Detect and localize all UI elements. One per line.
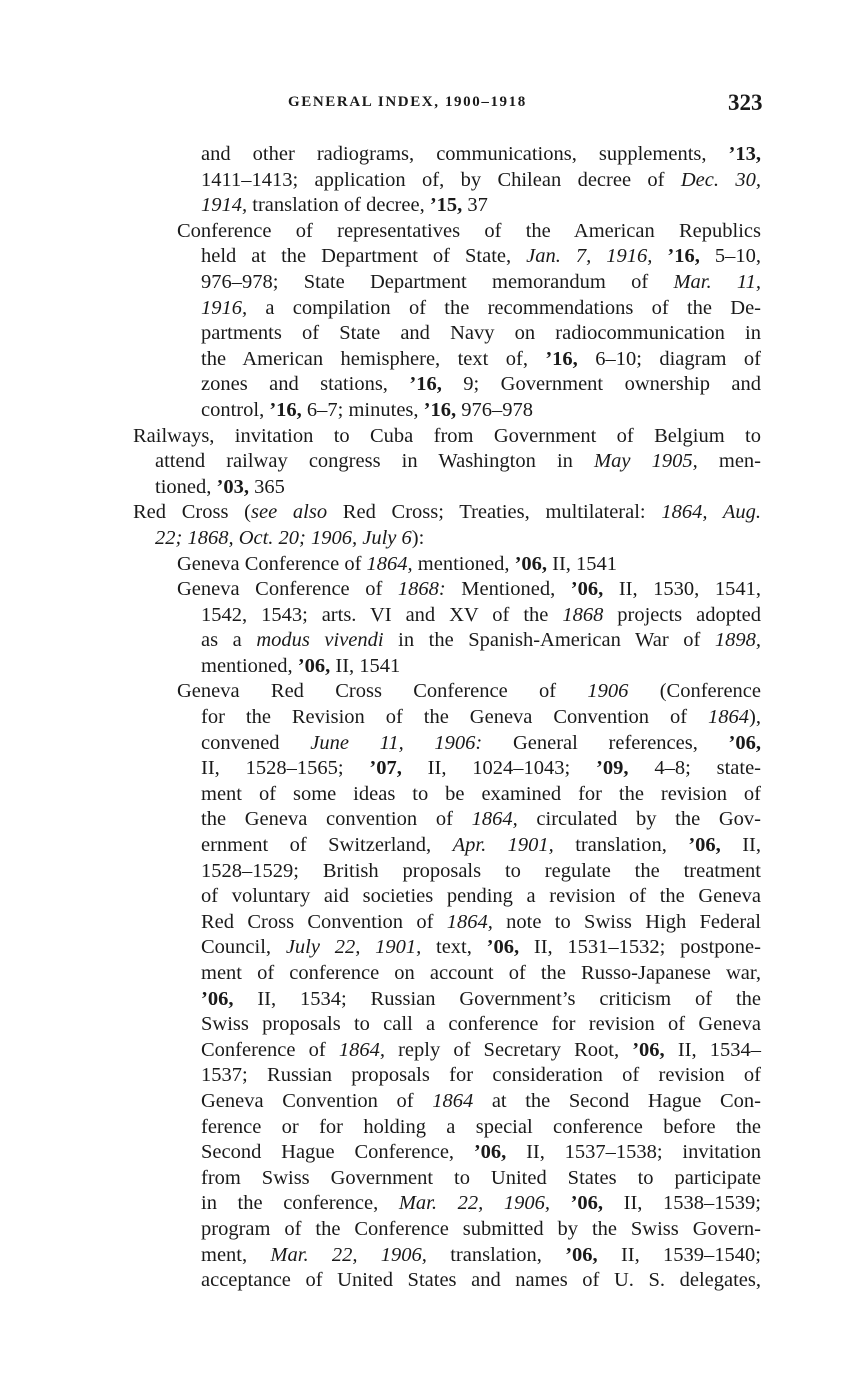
index-text: 1864 <box>432 1089 474 1112</box>
index-text: 5–10, <box>699 245 762 268</box>
index-text: July 22, 1901, <box>285 936 422 959</box>
index-text: ference or for holding a special conference before the <box>201 1115 761 1138</box>
index-line <box>133 372 761 398</box>
index-line <box>133 1089 761 1115</box>
index-line <box>133 961 761 987</box>
index-text: translation, <box>553 834 689 857</box>
index-text: convened <box>201 731 311 754</box>
index-line <box>133 705 761 731</box>
index-text: Conference of representatives of the American Republics <box>177 219 761 242</box>
index-text: 22; 1868, Oct. 20; 1906, July 6 <box>155 526 412 549</box>
index-text: mentioned, <box>412 552 515 575</box>
index-text: ’16, <box>545 347 578 370</box>
index-text: 37 <box>462 194 488 217</box>
index-text: II, 1537–1538; invitation <box>506 1141 761 1164</box>
index-text: men- <box>697 450 761 473</box>
index-line <box>133 1140 761 1166</box>
index-line <box>133 756 761 782</box>
index-text: translation of decree, <box>247 194 430 217</box>
index-line <box>133 1166 761 1192</box>
index-text: Railways, invitation to Cuba from Government of Belgium to <box>133 424 761 447</box>
index-text: ’06, <box>565 1243 598 1266</box>
index-line <box>133 424 761 450</box>
index-text: 1864 <box>708 706 750 729</box>
index-line <box>133 833 761 859</box>
index-line <box>133 1243 761 1269</box>
index-line <box>133 731 761 757</box>
index-line <box>133 1063 761 1089</box>
index-text: Red Cross ( <box>133 501 251 524</box>
index-text: ’13, <box>728 143 761 165</box>
index-text: see also <box>251 501 328 524</box>
index-line <box>133 526 761 552</box>
index-text: (Conference <box>628 680 761 703</box>
page-number: 323 <box>728 90 763 115</box>
index-text: 1864, <box>471 808 518 831</box>
index-text: in the Spanish-American War of <box>383 629 715 652</box>
index-text: ’16, <box>667 245 700 268</box>
index-entries <box>133 142 761 1294</box>
index-text: 1864, <box>366 552 413 575</box>
index-text: ): <box>411 526 425 549</box>
index-text: 1916, <box>201 296 248 319</box>
index-text: control, <box>201 398 270 421</box>
index-text: II, 1539–1540; <box>597 1243 761 1266</box>
index-text: 1537; Russian proposals for consideration of revision of <box>201 1064 761 1087</box>
index-text: Dec. 30, <box>680 168 761 191</box>
index-line <box>133 807 761 833</box>
index-text: ’16, <box>423 398 457 421</box>
index-line <box>133 1217 761 1243</box>
index-text: Geneva Conference of <box>177 552 367 575</box>
index-text: held at the Department of State, <box>201 245 527 268</box>
index-text: 9; Government ownership and <box>441 373 762 396</box>
index-text: Mar. 22, 1906, <box>270 1243 427 1266</box>
index-line <box>133 910 761 936</box>
index-text: text, <box>421 936 487 959</box>
index-line <box>133 884 761 910</box>
index-text: ment of conference on account of the Russo-Japanese war, <box>201 962 761 984</box>
index-text: for the Revision of the Geneva Convention of <box>201 706 709 729</box>
index-text: ment, <box>201 1243 271 1266</box>
index-text: ), <box>749 706 761 729</box>
index-text: II, 1534; Russian Government’s criticism of the <box>233 987 761 1010</box>
index-line <box>133 859 761 885</box>
index-line <box>133 1268 761 1294</box>
index-text: II, 1534– <box>664 1038 761 1061</box>
index-text: from Swiss Government to United States to participate <box>201 1166 761 1189</box>
index-text: zones and stations, <box>201 373 410 396</box>
index-line <box>133 782 761 808</box>
index-text: mentioned, <box>201 654 298 677</box>
index-text: 1411–1413; application of, by Chilean decree of <box>201 168 681 191</box>
index-text: reply of Secretary Root, <box>384 1038 633 1061</box>
index-line <box>133 987 761 1013</box>
index-text: ’09, <box>596 757 629 780</box>
index-text: ’06, <box>201 987 234 1010</box>
index-line <box>133 679 761 705</box>
index-text: ’06, <box>297 654 331 677</box>
index-text: 6–10; diagram of <box>577 347 761 370</box>
index-text: II, 1541 <box>330 654 401 677</box>
index-line <box>133 270 761 296</box>
index-line <box>133 449 761 475</box>
index-text: Geneva Conference of <box>177 578 398 601</box>
index-text: Red Cross; Treaties, multilateral: <box>327 501 662 524</box>
index-text: ’06, <box>688 834 721 857</box>
index-text <box>652 245 667 267</box>
index-text: a compilation of the recommendations of the De- <box>247 296 761 319</box>
index-text: Conference of <box>201 1038 339 1061</box>
index-text: II, <box>720 834 761 857</box>
index-line <box>133 1115 761 1141</box>
index-text: ’06, <box>570 578 604 601</box>
index-text: Mar. 11, <box>673 270 761 293</box>
index-text: ’07, <box>369 757 402 780</box>
index-text: 976–978 <box>456 398 533 421</box>
index-text: 1528–1529; British proposals to regulate the treatment <box>201 859 761 882</box>
index-line <box>133 398 761 424</box>
index-text: General references, <box>482 731 729 754</box>
index-text: the American hemisphere, text of, <box>201 347 546 370</box>
index-text: ’06, <box>514 552 548 575</box>
index-text: at the Second Hague Con- <box>473 1089 761 1112</box>
index-text: ’06, <box>570 1192 604 1215</box>
index-line <box>133 628 761 654</box>
index-text: ’06, <box>632 1038 665 1061</box>
index-line <box>133 321 761 347</box>
index-text: as a <box>201 629 257 652</box>
index-text: 1914, <box>201 194 248 217</box>
index-line <box>133 347 761 373</box>
index-text: ’15, <box>429 194 463 217</box>
index-line <box>133 193 761 219</box>
running-head: GENERAL INDEX, 1900–1918 <box>288 94 527 110</box>
index-text: 4–8; state- <box>628 757 761 780</box>
index-line <box>133 1012 761 1038</box>
index-text: 365 <box>248 475 285 498</box>
index-text: modus vivendi <box>256 629 384 652</box>
index-text: translation, <box>426 1243 566 1266</box>
index-text: II, 1541 <box>547 552 618 575</box>
index-text: ’03, <box>216 475 249 498</box>
index-line <box>133 1191 761 1217</box>
index-line <box>133 577 761 603</box>
index-text: circulated by the Gov- <box>517 808 762 831</box>
index-text: partments of State and Navy on radiocommunication in <box>201 322 761 345</box>
index-text: II, 1528–1565; <box>201 757 370 780</box>
index-line <box>133 603 761 629</box>
index-line <box>133 168 761 194</box>
index-line <box>133 552 761 578</box>
index-text: 1864, <box>338 1038 385 1061</box>
index-text: 1542, 1543; arts. VI and XV of the <box>201 603 563 626</box>
index-line <box>133 219 761 245</box>
index-text: II, 1531–1532; postpone- <box>519 936 761 959</box>
index-text: Apr. 1901, <box>452 834 554 857</box>
index-line <box>133 1038 761 1064</box>
index-text: 1898, <box>714 629 761 652</box>
index-text: Mar. 22, 1906, <box>398 1192 550 1215</box>
index-text: ’06, <box>728 731 761 754</box>
index-text: ment of some ideas to be examined for the revision of <box>201 782 761 805</box>
index-text: 1868 <box>562 603 604 626</box>
index-text: June 11, 1906: <box>310 731 483 754</box>
index-text: ’16, <box>409 373 442 396</box>
index-text: the Geneva convention of <box>201 808 472 831</box>
index-text: note to Swiss High Federal <box>492 910 761 933</box>
index-line <box>133 935 761 961</box>
index-text: Second Hague Conference, <box>201 1141 474 1164</box>
index-text: 976–978; State Department memorandum of <box>201 270 674 293</box>
index-text: Jan. 7, 1916, <box>526 245 653 268</box>
index-text: ’06, <box>473 1141 507 1164</box>
index-text: ’06, <box>486 936 520 959</box>
index-text: program of the Conference submitted by the Swiss Govern- <box>201 1217 761 1240</box>
index-text: II, 1024–1043; <box>401 757 597 780</box>
index-line <box>133 500 761 526</box>
index-text: in the conference, <box>201 1192 399 1215</box>
index-text: 1906 <box>587 680 629 703</box>
index-text: 6–7; minutes, <box>301 398 424 421</box>
index-text: ernment of Switzerland, <box>201 834 453 857</box>
index-text: attend railway congress in Washington in <box>155 450 595 473</box>
index-text: of voluntary aid societies pending a revision of the Geneva <box>201 885 761 908</box>
index-text: and other radiograms, communications, supplements, <box>201 143 729 165</box>
index-text: tioned, <box>155 475 217 498</box>
index-text: projects adopted <box>603 603 762 626</box>
index-text: Red Cross Convention of <box>201 910 447 933</box>
index-text: Geneva Convention of <box>201 1089 433 1112</box>
index-text: 1868: <box>397 578 446 601</box>
index-text: May 1905, <box>594 450 698 473</box>
index-text: 1864, Aug. <box>661 501 761 524</box>
index-line <box>133 244 761 270</box>
index-text: ’16, <box>269 398 302 421</box>
index-line <box>133 142 761 168</box>
index-text <box>550 1192 571 1214</box>
index-line <box>133 296 761 322</box>
index-text: Council, <box>201 936 286 959</box>
index-line <box>133 475 761 501</box>
index-text: II, 1538–1539; <box>603 1192 761 1215</box>
index-text: Mentioned, <box>445 578 571 601</box>
index-line <box>133 654 761 680</box>
index-text: acceptance of United States and names of U. S. delegates, <box>201 1269 761 1292</box>
index-text: 1864, <box>446 910 493 933</box>
index-text: Geneva Red Cross Conference of <box>177 680 588 703</box>
index-text: Swiss proposals to call a conference for revision of Geneva <box>201 1013 761 1036</box>
index-text: II, 1530, 1541, <box>603 578 761 601</box>
